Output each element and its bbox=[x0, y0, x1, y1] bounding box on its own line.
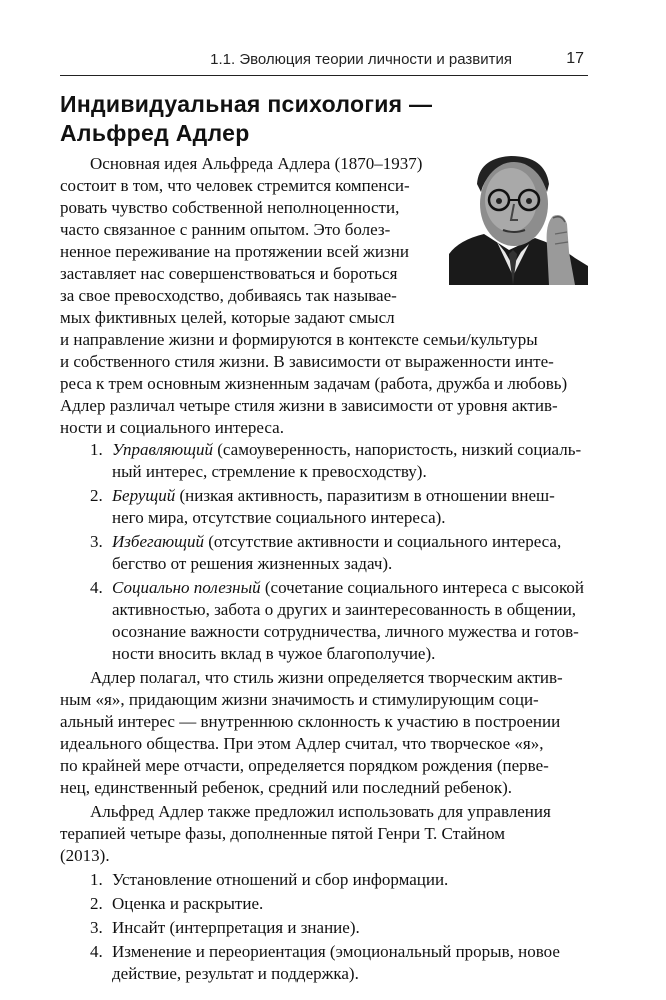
lifestyle-term: Избегающий bbox=[112, 532, 204, 551]
list-item-number: 3. bbox=[90, 532, 103, 551]
lifestyle-term: Управляющий bbox=[112, 440, 213, 459]
list-item-number: 3. bbox=[90, 918, 103, 937]
list-item-number: 4. bbox=[90, 942, 103, 961]
section-heading-line: Альфред Адлер bbox=[60, 120, 250, 146]
lifestyle-term: Социально полезный bbox=[112, 578, 261, 597]
text-line: и собственного стиля жизни. В зависимости от выраженности инте- bbox=[60, 352, 554, 371]
running-header bbox=[60, 51, 588, 76]
text-line: мых фиктивных целей, которые задают смысл bbox=[60, 308, 395, 327]
list-item-first-line bbox=[112, 577, 584, 599]
text-line: альный интерес — внутреннюю склонность к участию в построении bbox=[60, 712, 561, 731]
text-line: Адлер различал четыре стиля жизни в зависимости от уровня актив- bbox=[60, 396, 558, 415]
text-line: ровать чувство собственной неполноценности, bbox=[60, 198, 400, 217]
text-line: Альфред Адлер также предложил использовать для управления bbox=[90, 802, 551, 821]
text-line: ненное переживание на протяжении всей жизни bbox=[60, 242, 409, 261]
section-heading-line: Индивидуальная психология — bbox=[60, 91, 433, 117]
lifestyle-description: (самоуверенность, напористость, низкий социаль- bbox=[212, 440, 582, 459]
text-line: (2013). bbox=[60, 846, 110, 865]
list-item-first-line bbox=[112, 485, 555, 507]
page-number: 17 bbox=[566, 50, 584, 67]
text-line: терапией четыре фазы, дополненные пятой Генри Т. Стайном bbox=[60, 824, 505, 843]
list-item-number: 2. bbox=[90, 486, 103, 505]
text-line: по крайней мере отчасти, определяется порядком рождения (перве- bbox=[60, 756, 549, 775]
text-line: действие, результат и поддержка). bbox=[112, 964, 359, 983]
list-item-number: 1. bbox=[90, 440, 103, 459]
text-line: Оценка и раскрытие. bbox=[112, 894, 264, 913]
list-item-number: 2. bbox=[90, 894, 103, 913]
lifestyle-description: (отсутствие активности и социального интереса, bbox=[203, 532, 562, 551]
text-line: Основная идея Альфреда Адлера (1870–1937) bbox=[90, 154, 423, 173]
text-line: часто связанное с ранним опытом. Это болез- bbox=[60, 220, 391, 239]
text-line: ным «я», придающим жизни значимость и стимулирующим соци- bbox=[60, 690, 539, 709]
text-line: бегство от решения жизненных задач). bbox=[112, 554, 393, 573]
text-line: нец, единственный ребенок, средний или последний ребенок). bbox=[60, 778, 513, 797]
lifestyle-description: (низкая активность, паразитизм в отношении внеш- bbox=[175, 486, 555, 505]
lifestyle-term: Берущий bbox=[112, 486, 176, 505]
running-header-title: 1.1. Эволюция теории личности и развития bbox=[210, 51, 512, 68]
text-line: идеального общества. При этом Адлер считал, что творческое «я», bbox=[60, 734, 544, 753]
text-line: состоит в том, что человек стремится компенси- bbox=[60, 176, 410, 195]
section-heading bbox=[60, 90, 600, 148]
text-line: за свое превосходство, добиваясь так называе- bbox=[60, 286, 397, 305]
list-item-first-line bbox=[112, 439, 581, 461]
text-line: и направление жизни и формируются в контексте семьи/культуры bbox=[60, 330, 538, 349]
text-line: ный интерес, стремление к превосходству). bbox=[112, 462, 427, 481]
text-line: Изменение и переориентация (эмоциональный прорыв, новое bbox=[112, 942, 560, 961]
text-line: ности и социального интереса. bbox=[60, 418, 284, 437]
list-item-first-line bbox=[112, 531, 561, 553]
text-line: реса к трем основным жизненным задачам (работа, дружба и любовь) bbox=[60, 374, 568, 393]
text-line: него мира, отсутствие социального интереса). bbox=[112, 508, 446, 527]
lifestyle-description: (сочетание социального интереса с высокой bbox=[260, 578, 584, 597]
list-item-number: 4. bbox=[90, 578, 103, 597]
text-line: активностью, забота о других и заинтересованность в общении, bbox=[112, 600, 577, 619]
text-line: Инсайт (интерпретация и знание). bbox=[112, 918, 360, 937]
text-line: заставляет нас совершенствоваться и бороться bbox=[60, 264, 398, 283]
list-item-number: 1. bbox=[90, 870, 103, 889]
text-line: осознание важности сотрудничества, личного мужества и готов- bbox=[112, 622, 579, 641]
text-line: Адлер полагал, что стиль жизни определяется творческим актив- bbox=[90, 668, 563, 687]
text-line: ности вносить вклад в чужое благополучие). bbox=[112, 644, 436, 663]
text-line: Установление отношений и сбор информации. bbox=[112, 870, 449, 889]
portrait-photo bbox=[449, 154, 588, 285]
